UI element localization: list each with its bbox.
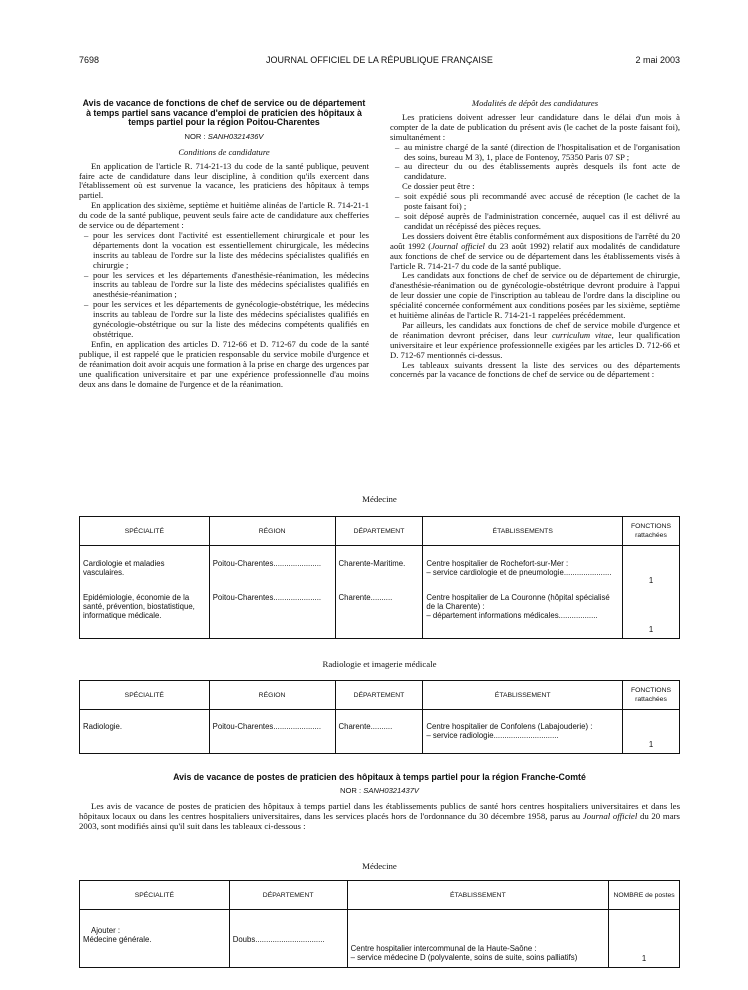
- paragraph: En application de l'article R. 714-21-13 du code de la santé publique, peuvent faire acte de candidature dans leur discipline, à condition qu'ils exercent dans l'établissement où est survenue la vacance, les praticiens des hôpitaux à temps partiel.: [79, 160, 369, 201]
- paragraph: Enfin, en application des articles D. 712-66 et D. 712-67 du code de la santé publique, il est rappelé que le praticien responsable du service mobile d'urgence et de réanimation doit avoir acquis une formation à la prise en charge des urgences par une qualification universitaire et par une expérience professionnelle d'au moins deux ans dans le domaine de l'urgence et de la réanimation.: [79, 338, 369, 389]
- table-row: [80, 710, 680, 754]
- etab-detail-line: – département informations médicales..................: [426, 610, 598, 620]
- table-row: [80, 546, 680, 589]
- notice2: [79, 773, 680, 831]
- notice1-nor: [79, 132, 369, 142]
- col-header: NOMBRE de postes: [609, 881, 680, 910]
- nor-code: SANH0321436V: [207, 131, 264, 141]
- cell-fonctions: 1: [623, 589, 680, 639]
- region-text: Poitou-Charentes: [212, 559, 274, 568]
- left-column: [79, 99, 369, 389]
- col-header: SPÉCIALITÉ: [80, 681, 210, 710]
- etab-detail: – service cardiologie et de pneumologie: [426, 568, 564, 577]
- notice2-nor: [79, 786, 680, 796]
- col-header: ÉTABLISSEMENT: [347, 881, 608, 910]
- journal-ref: Journal officiel: [431, 240, 485, 251]
- paragraph: Ce dossier peut être :: [402, 181, 475, 192]
- text-run: du 23 août 1992) relatif aux modalités de candidature aux fonctions de chef de service ou de département dans les établissements visés à l'article R. 714-21-7 du code de la santé publique.: [390, 240, 680, 271]
- table2: [79, 680, 680, 754]
- delivery-list: [390, 192, 680, 232]
- cell-fonctions: 1: [623, 710, 680, 754]
- paragraph: En application des sixième, septième et huitième alinéas de l'article R. 714-21-1 du code de la santé publique, peuvent seuls faire acte de candidature aux chefferies de service ou de département :: [79, 200, 369, 231]
- right-column: [390, 99, 680, 380]
- cell-departement: Charente..........: [335, 589, 423, 639]
- col-header: SPÉCIALITÉ: [80, 517, 210, 546]
- cell-region: Poitou-Charentes......................: [209, 710, 335, 754]
- table1-caption: Médecine: [362, 494, 397, 504]
- departement-text: Doubs: [232, 935, 256, 944]
- etab-detail: – service radiologie: [426, 731, 494, 740]
- cell-departement: Charente-Maritime.: [335, 546, 423, 589]
- region-text: Poitou-Charentes: [212, 592, 274, 602]
- page-header: [79, 55, 680, 67]
- nor-label: NOR :: [340, 785, 362, 795]
- recipients-list: [390, 143, 680, 183]
- list-item: – soit expédié sous pli recommandé avec accusé de réception (le cachet de la poste faisant foi) ;: [390, 192, 680, 212]
- cell-region: Poitou-Charentes......................: [209, 546, 335, 589]
- cell-departement: Doubs................................: [229, 910, 347, 968]
- cell-etablissement: [347, 910, 608, 968]
- cell-nombre: 1: [609, 910, 680, 968]
- table-row: [80, 910, 680, 968]
- text-run: Par ailleurs, les candidats aux fonctions de chef de service mobile d'urgence et de réanimation devront préciser, dans leur: [390, 319, 680, 340]
- departement-text: Charente: [338, 592, 371, 602]
- cell-fonctions: 1: [623, 546, 680, 589]
- cell-specialite: Epidémiologie, économie de la santé, prévention, biostatistique, informatique médicale.: [80, 589, 210, 639]
- list-item: – au directeur du ou des établissements auprès desquels ils font acte de candidature.: [390, 162, 680, 182]
- conditions-list: [79, 231, 369, 340]
- table1: [79, 516, 680, 639]
- etab-title: Centre hospitalier de Confolens (Labajouderie) :: [426, 722, 593, 731]
- col-header: RÉGION: [209, 681, 335, 710]
- paragraph: [390, 232, 680, 272]
- col-header: ÉTABLISSEMENTS: [423, 517, 623, 546]
- col-header: ÉTABLISSEMENT: [423, 681, 623, 710]
- cell-etablissement: [423, 589, 623, 639]
- cell-departement: Charente..........: [335, 710, 423, 754]
- cv-ref: curriculum vitae: [551, 329, 612, 340]
- col-header: FONCTIONS rattachées: [623, 517, 680, 546]
- col-header: DÉPARTEMENT: [335, 681, 423, 710]
- departement-text: Charente: [338, 722, 371, 731]
- text-run: Les avis de vacance de postes de praticien des hôpitaux à temps partiel dans les établissements publics de santé hors centres hospitaliers universitaires et dans les hôpitaux locaux ou dans les centres hospitaliers universitaires, dans les services placés hors de l'ordonnance du 30 décembre 1958, parus au: [79, 800, 680, 821]
- list-item: – soit déposé auprès de l'administration concernée, auquel cas il est délivré au candidat un récépissé des pièces reçues.: [390, 212, 680, 232]
- etab-detail-line: – service radiologie..............................: [426, 731, 559, 740]
- text-run: Les dossiers doivent être établis conformément aux dispositions de l'arrêté du 20 août 1992 (: [390, 230, 680, 251]
- notice2-title: Avis de vacance de postes de praticien des hôpitaux à temps partiel pour la région Franche-Comté: [173, 772, 586, 782]
- paragraph: Les praticiens doivent adresser leur candidature dans le délai d'un mois à compter de la date de publication du présent avis (le cachet de la poste faisant foi), simultanément :: [390, 111, 680, 142]
- etab-title: Centre hospitalier de Rochefort-sur-Mer :: [426, 559, 569, 568]
- cell-specialite: [80, 910, 230, 968]
- list-item: – pour les services dont l'activité est essentiellement chirurgicale et pour les départements dont la vocation est essentiellement chirurgicale, les médecins inscrits au tableau de l'ordre sur la liste des médecins spécialistes qualifiés en chirurgie ;: [79, 231, 369, 271]
- paragraph: Les candidats aux fonctions de chef de service ou de département de chirurgie, d'anesthésie-réanimation ou de gynécologie-obstétrique devront produire à l'appui de leur dossier une copie de l'inscription au tableau de l'ordre dans la discipline ou spécialité concernée conformément aux conditions posées par les sixième, septième et huitième alinéas de l'article R. 714-21-1 rappelées précédemment.: [390, 270, 680, 321]
- paragraph: [79, 801, 680, 831]
- paragraph: Les tableaux suivants dressent la liste des services ou des départements concernés par la vacance de fonctions de chef de service ou de département :: [390, 359, 680, 380]
- paragraph: [390, 321, 680, 361]
- journal-ref: Journal officiel: [582, 810, 638, 821]
- table2-caption: Radiologie et imagerie médicale: [322, 659, 437, 669]
- list-item: – pour les services et les départements d'anesthésie-réanimation, les médecins inscrits au tableau de l'ordre sur la liste des médecins spécialistes qualifiés en anesthésie-réanimation ;: [79, 271, 369, 301]
- col-header: SPÉCIALITÉ: [80, 881, 230, 910]
- col-header: DÉPARTEMENT: [335, 517, 423, 546]
- nor-label: NOR :: [184, 131, 206, 141]
- table-row: [80, 589, 680, 639]
- action-label: Ajouter :: [91, 926, 121, 935]
- region-text: Poitou-Charentes: [212, 722, 274, 731]
- col-header: RÉGION: [209, 517, 335, 546]
- etab-title: Centre hospitalier intercommunal de la Haute-Saône :: [350, 944, 537, 953]
- page-number: 7698: [79, 55, 100, 65]
- issue-date: 2 mai 2003: [635, 55, 680, 65]
- table-header-row: [80, 881, 680, 910]
- col-header: DÉPARTEMENT: [229, 881, 347, 910]
- text-run: du 20 mars 2003, sont modifiés ainsi qu'il suit dans les tableaux ci-dessous :: [79, 810, 680, 831]
- etab-detail: – service médecine D (polyvalente, soins de suite, soins palliatifs): [350, 953, 578, 962]
- notice1-title: Avis de vacance de fonctions de chef de service ou de département à temps partiel sans vacance d'emploi de praticien des hôpitaux à temps partiel pour la région Poitou-Charentes: [82, 98, 366, 128]
- col-header: FONCTIONS rattachées: [623, 681, 680, 710]
- modalites-heading: Modalités de dépôt des candidatures: [471, 98, 599, 108]
- cell-region: Poitou-Charentes......................: [209, 589, 335, 639]
- table-header-row: [80, 517, 680, 546]
- journal-title: JOURNAL OFFICIEL DE LA RÉPUBLIQUE FRANÇAISE: [266, 55, 493, 65]
- list-item: – au ministre chargé de la santé (direction de l'hospitalisation et de l'organisation des soins, bureau M 3), 1, place de Fontenoy, 75350 Paris 07 SP ;: [390, 143, 680, 163]
- table3: [79, 880, 680, 968]
- nor-code: SANH0321437V: [363, 785, 419, 795]
- etab-title: Centre hospitalier de La Couronne (hôpital spécialisé de la Charente) :: [426, 592, 610, 611]
- specialite-text: Médecine générale.: [83, 935, 152, 944]
- list-item: – pour les services et les départements de gynécologie-obstétrique, les médecins inscrits au tableau de l'ordre sur la liste des médecins spécialistes qualifiés en gynécologie-obstétrique ou sur la liste des médecins compétents qualifiés en obstétrique.: [79, 300, 369, 340]
- etab-detail: – département informations médicales: [426, 610, 559, 620]
- text-run: , leur qualification universitaire et leur expérience professionnelle exigées par les articles D. 712-66 et D. 712-67 mentionnés ci-dessus.: [390, 329, 680, 360]
- cell-specialite: Cardiologie et maladies vasculaires.: [80, 546, 210, 589]
- cell-etablissement: [423, 546, 623, 589]
- etab-detail-line: – service cardiologie et de pneumologie......................: [426, 568, 612, 577]
- conditions-heading: Conditions de candidature: [178, 146, 270, 157]
- table-header-row: [80, 681, 680, 710]
- cell-specialite: Radiologie.: [80, 710, 210, 754]
- cell-etablissement: [423, 710, 623, 754]
- table3-caption: Médecine: [362, 861, 397, 871]
